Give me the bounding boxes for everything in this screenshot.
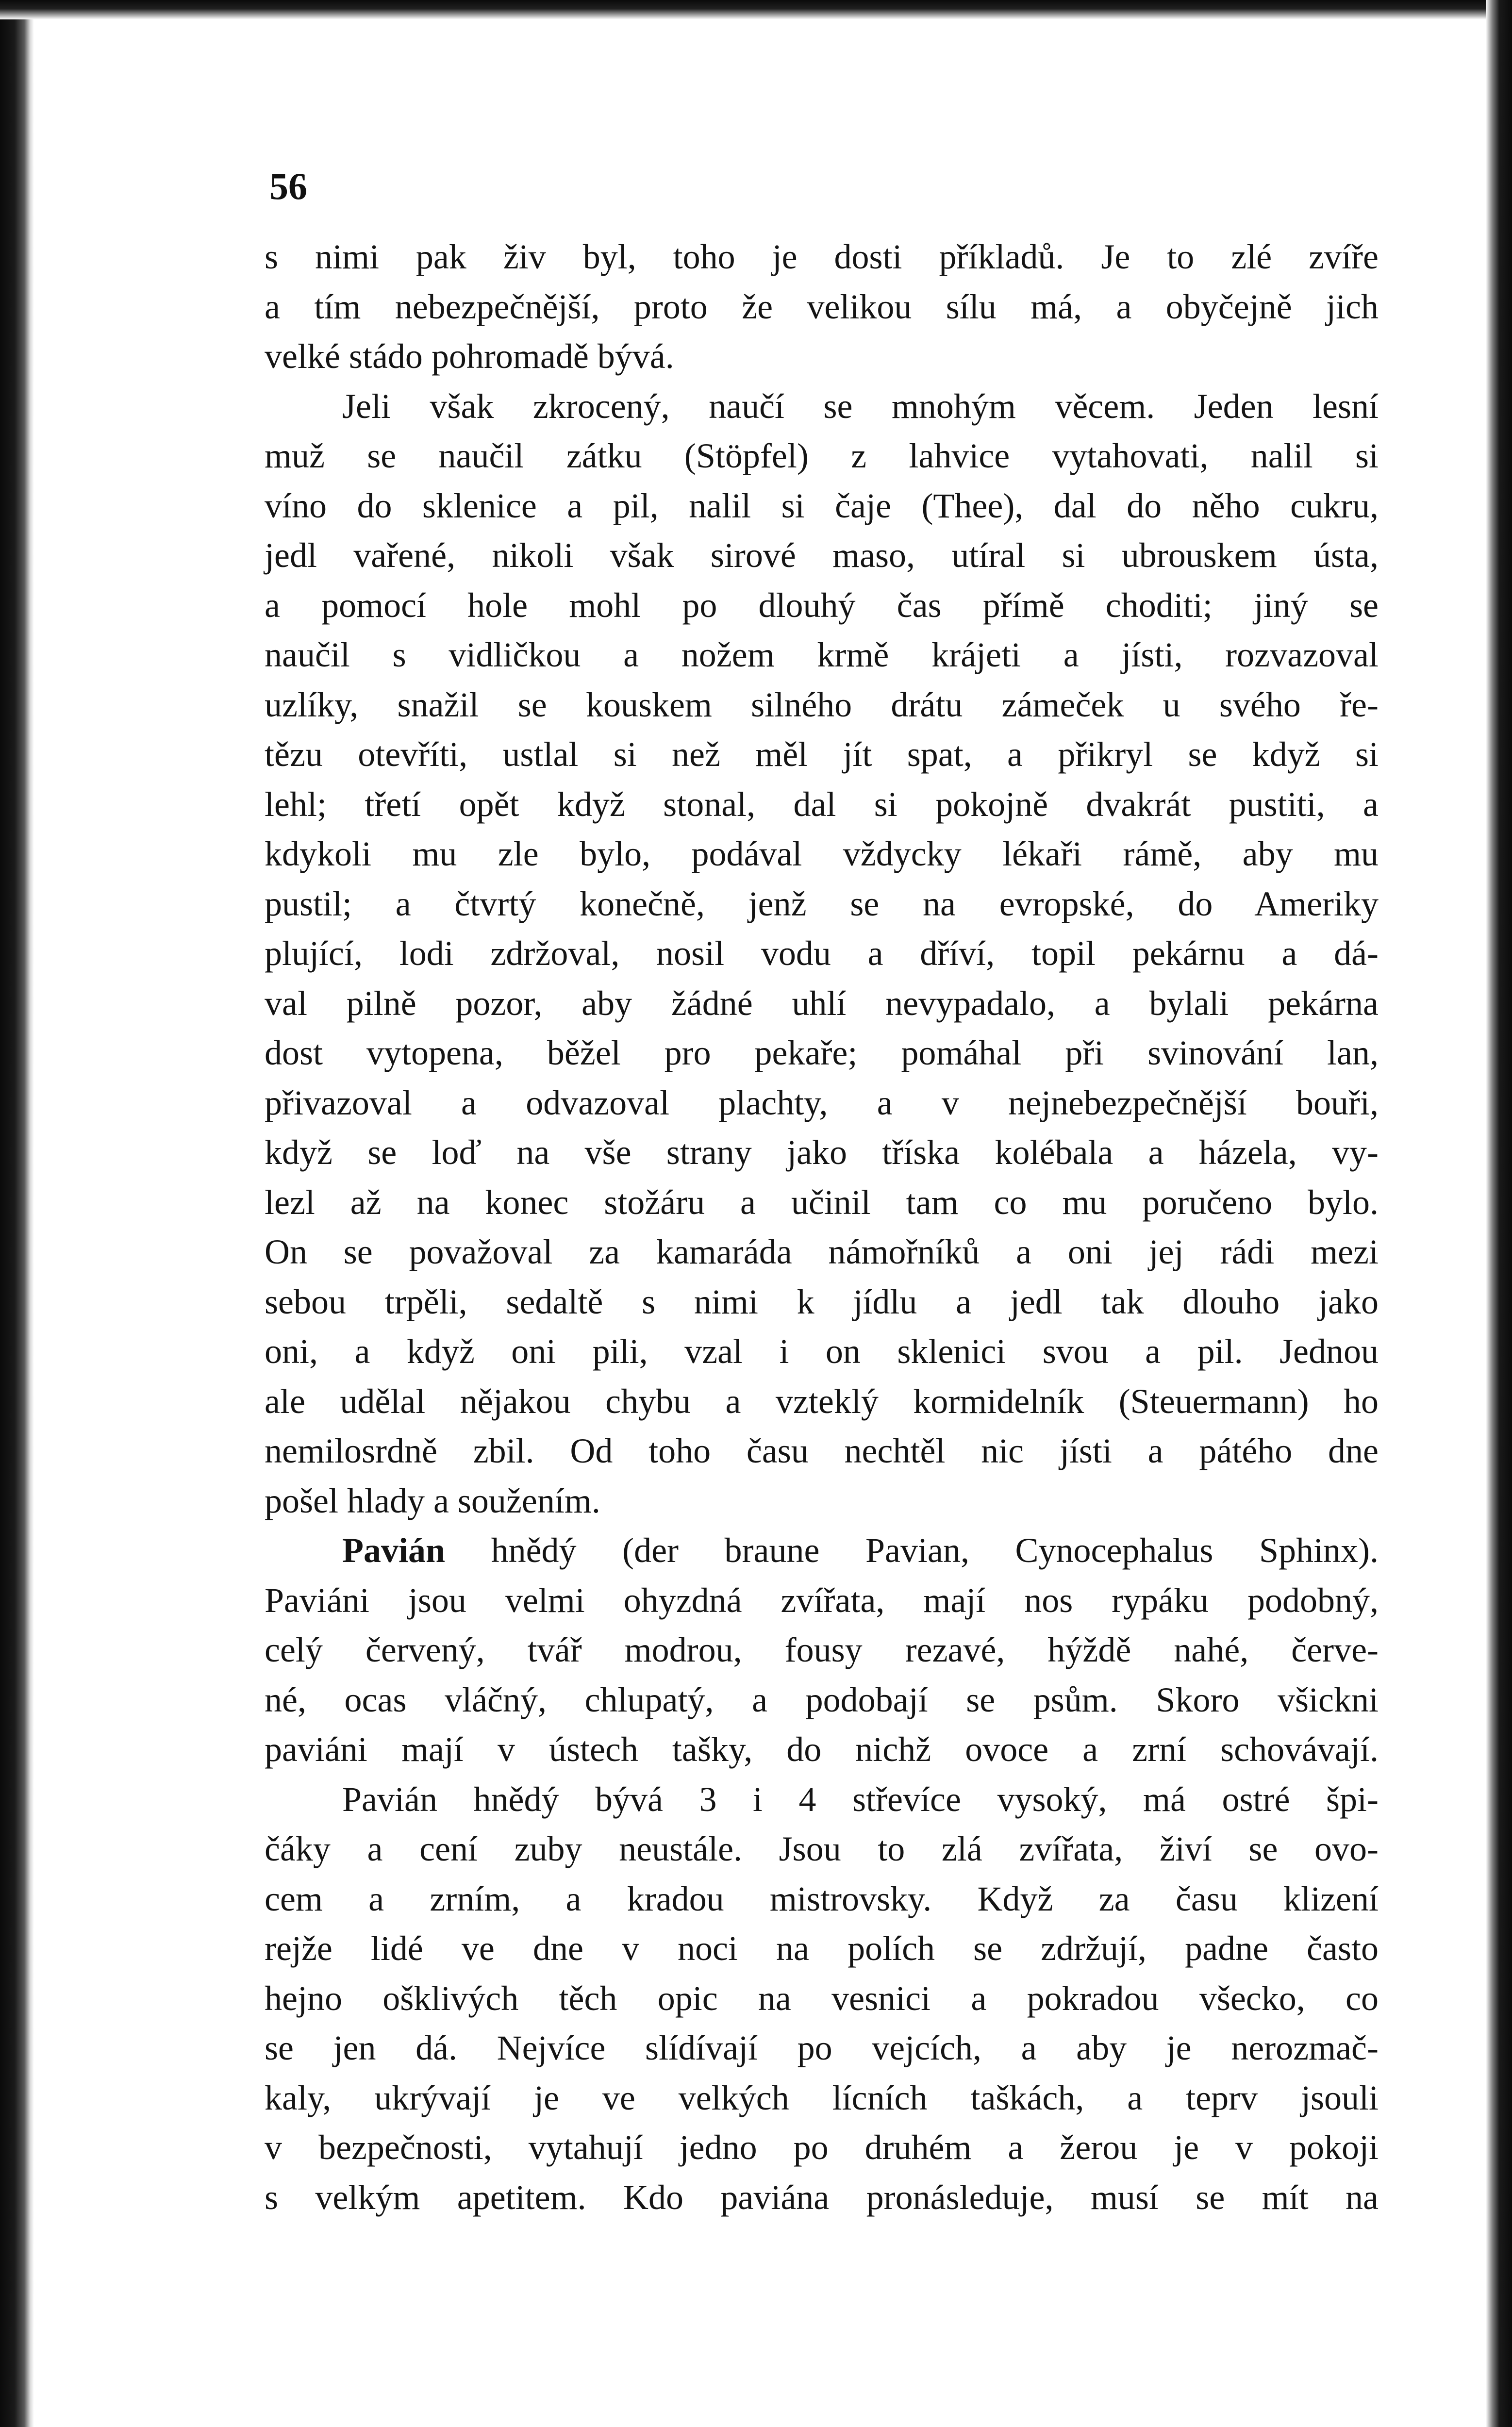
body-text — [265, 232, 1379, 2222]
text-line: rejže lidé ve dne v noci na polích se zdržují, padne často — [265, 1929, 1379, 1968]
text-line: plující, lodi zdržoval, nosil vodu a dříví, topil pekárnu a dá- — [265, 934, 1379, 973]
text-line: v bezpečnosti, vytahují jedno po druhém a žerou je v pokoji — [265, 2128, 1379, 2167]
text-line: a pomocí hole mohl po dlouhý čas přímě choditi; jiný se — [265, 585, 1379, 625]
text-line: pustil; a čtvrtý konečně, jenž se na evropské, do Ameriky — [265, 884, 1379, 923]
text-line: pošel hlady a soužením. — [265, 1481, 600, 1520]
section-heading — [265, 1526, 1379, 1576]
text-line: ale udělal nějakou chybu a vzteklý kormidelník (Steuermann) ho — [265, 1381, 1379, 1421]
text-line: lehl; třetí opět když stonal, dal si pokojně dvakrát pustiti, a — [265, 784, 1379, 824]
text-line: a tím nebezpečnější, proto že velikou sílu má, a obyčejně jich — [265, 287, 1379, 326]
text-line: lezl až na konec stožáru a učinil tam co mu poručeno bylo. — [265, 1182, 1379, 1222]
text-line: jedl vařené, nikoli však sirové maso, utíral si ubrouskem ústa, — [265, 536, 1379, 575]
text-line: On se považoval za kamaráda námořníků a oni jej rádi mezi — [265, 1232, 1379, 1271]
text-line: nemilosrdně zbil. Od toho času nechtěl nic jísti a pátého dne — [265, 1431, 1379, 1470]
text-line: dost vytopena, běžel pro pekaře; pomáhal při svinování lan, — [265, 1033, 1379, 1072]
page-number: 56 — [269, 165, 307, 207]
text-line: s velkým apetitem. Kdo paviána pronásleduje, musí se mít na — [265, 2178, 1379, 2217]
text-line: celý červený, tvář modrou, fousy rezavé, hýždě nahé, červe- — [265, 1630, 1379, 1669]
text-line: uzlíky, snažil se kouskem silného drátu zámeček u svého ře- — [265, 685, 1379, 724]
text-line: val pilně pozor, aby žádné uhlí nevypadalo, a bylali pekárna — [265, 983, 1379, 1023]
text-line: sebou trpěli, sedaltě s nimi k jídlu a jedl tak dlouho jako — [265, 1282, 1379, 1321]
text-line: naučil s vidličkou a nožem krmě krájeti a jísti, rozvazoval — [265, 635, 1379, 674]
text-line: né, ocas vláčný, chlupatý, a podobají se psům. Skoro všickni — [265, 1680, 1379, 1719]
text-line: kaly, ukrývají je ve velkých lícních taškách, a teprv jsouli — [265, 2078, 1379, 2117]
text-line: kdykoli mu zle bylo, podával vždycky lékaři rámě, aby mu — [265, 834, 1379, 873]
text-line: se jen dá. Nejvíce slídívají po vejcích, a aby je nerozmač- — [265, 2028, 1379, 2067]
text-line: oni, a když oni pili, vzal i on sklenici svou a pil. Jednou — [265, 1332, 1379, 1371]
text-line: tězu otevříti, ustlal si než měl jít spat, a přikryl se když si — [265, 735, 1379, 774]
text-line: paviáni mají v ústech tašky, do nichž ovoce a zrní schovávají. — [265, 1730, 1379, 1769]
scan-edge-right — [1486, 0, 1512, 2427]
text-line: velké stádo pohromadě bývá. — [265, 337, 674, 376]
text-line: Jeli však zkrocený, naučí se mnohým věcem. Jeden lesní — [342, 386, 1379, 426]
text-line: víno do sklenice a pil, nalil si čaje (Thee), dal do něho cukru, — [265, 486, 1379, 525]
text-line: když se loď na vše strany jako tříska kolébala a házela, vy- — [265, 1133, 1379, 1172]
text-line: s nimi pak živ byl, toho je dosti příkladů. Je to zlé zvíře — [265, 237, 1379, 276]
text-line: hejno ošklivých těch opic na vesnici a pokradou všecko, co — [265, 1978, 1379, 2018]
text-line: přivazoval a odvazoval plachty, a v nejnebezpečnější bouři, — [265, 1083, 1379, 1122]
text-line: Paviáni jsou velmi ohyzdná zvířata, mají nos rypáku podobný, — [265, 1580, 1379, 1620]
scan-edge-top — [0, 0, 1512, 19]
text-line: cem a zrním, a kradou mistrovsky. Když za času klizení — [265, 1879, 1379, 1918]
scan-edge-left — [0, 0, 34, 2427]
heading-rest: hnědý (der braune Pavian, Cynocephalus Sphinx). — [445, 1531, 1379, 1570]
text-line: čáky a cení zuby neustále. Jsou to zlá zvířata, živí se ovo- — [265, 1829, 1379, 1868]
text-line: Pavián hnědý bývá 3 i 4 střevíce vysoký, má ostré špi- — [342, 1779, 1379, 1819]
text-line: muž se naučil zátku (Stöpfel) z lahvice vytahovati, nalil si — [265, 436, 1379, 475]
heading-bold-word: Pavián — [342, 1531, 446, 1570]
